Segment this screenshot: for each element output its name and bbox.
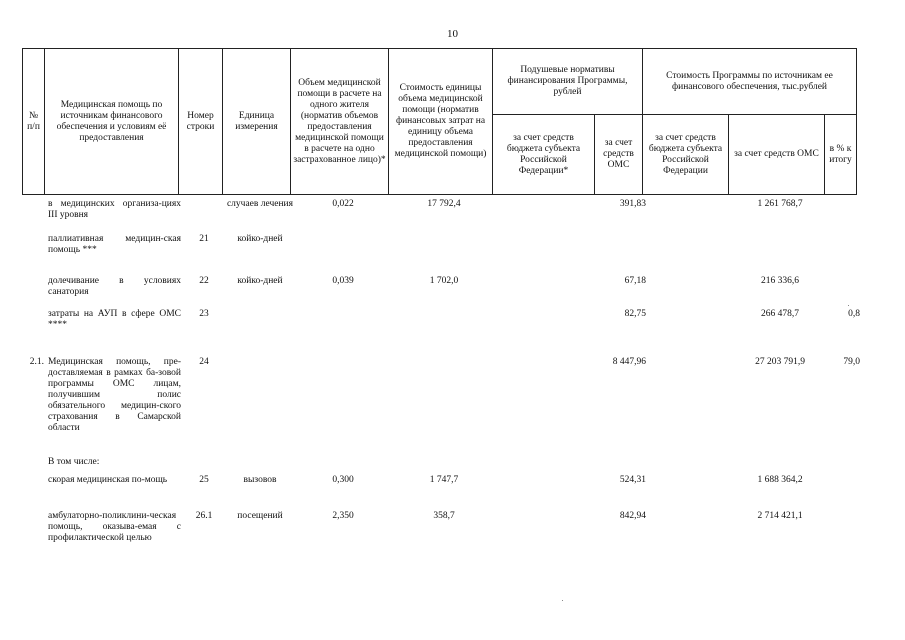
row-number: 21 [199, 234, 209, 244]
row-volume: 0,022 [332, 199, 354, 209]
row-pc-oms: 8 447,96 [612, 357, 646, 367]
row-pc-oms: 67,18 [624, 276, 646, 286]
row-cost: 358,7 [433, 511, 455, 521]
row-name: в медицинских организа-циях III уровня [48, 199, 181, 220]
row-unit: случаев лечения [226, 199, 294, 209]
row-name: амбулаторно-поликлини-ческая помощь, оказыва-емая с профилактической целью [48, 511, 181, 543]
row-pct: 79,0 [843, 357, 860, 367]
row-cost: 1 747,7 [429, 475, 459, 485]
row-cost: 1 702,0 [429, 276, 459, 286]
header-name: Медицинская помощь по источникам финансового обеспечения и условиям её предоставления [45, 49, 179, 195]
row-volume: 0,300 [332, 475, 354, 485]
header-prog-oms: за счет средств ОМС [729, 115, 825, 195]
row-pc-oms: 842,94 [619, 511, 646, 521]
header-pc-oms: за счет средств ОМС [595, 115, 643, 195]
row-number: 25 [199, 475, 209, 485]
header-program-cost: Стоимость Программы по источникам ее финансового обеспечения, тыс.рублей [643, 49, 857, 115]
scan-speck [562, 600, 563, 601]
row-name: В том числе: [48, 457, 100, 467]
header-prog-pct: в % к итогу [825, 115, 857, 195]
row-number: 26.1 [195, 511, 213, 521]
row-cost: 17 792,4 [427, 199, 461, 209]
row-unit: посещений [237, 511, 283, 521]
row-name: Медицинская помощь, пре-доставляемая в рамках ба-зовой программы ОМС лицам, получившим полис обязательного медицин-ского страхования в Самарской области [48, 357, 181, 433]
header-row-no: Номер строки [179, 49, 223, 195]
row-index: 2.1. [29, 357, 44, 367]
row-number: 23 [199, 309, 209, 319]
page-number: 10 [447, 28, 458, 40]
row-prog-oms: 1 261 768,7 [757, 199, 803, 209]
row-pc-oms: 524,31 [619, 475, 646, 485]
header-per-capita: Подушевые нормативы финансирования Программы, рублей [493, 49, 643, 115]
header-cost: Стоимость единицы объема медицинской помощи (норматив финансовых затрат на единицу объема предоставления медицинской помощи) [389, 49, 493, 195]
header-num: № п/п [23, 49, 45, 195]
row-number: 24 [199, 357, 209, 367]
row-prog-oms: 266 478,7 [761, 309, 799, 319]
row-pc-oms: 82,75 [624, 309, 646, 319]
row-volume: 2,350 [332, 511, 354, 521]
header-prog-budget: за счет средств бюджета субъекта Российской Федерации [643, 115, 729, 195]
row-number: 22 [199, 276, 209, 286]
scan-speck [848, 305, 849, 306]
header-pc-budget: за счет средств бюджета субъекта Российской Федерации* [493, 115, 595, 195]
row-prog-oms: 2 714 421,1 [757, 511, 803, 521]
header-volume: Объем медицинской помощи в расчете на одного жителя (норматив объемов предоставления медицинской помощи в расчете на одно застрахованное лицо)* [291, 49, 389, 195]
row-unit: койко-дней [237, 276, 283, 286]
row-prog-oms: 1 688 364,2 [757, 475, 803, 485]
row-name: затраты на АУП в сфере ОМС **** [48, 309, 181, 330]
header-unit: Единица измерения [223, 49, 291, 195]
table-header [22, 48, 857, 195]
row-unit: вызовов [243, 475, 277, 485]
row-name: долечивание в условиях санатория [48, 276, 181, 297]
row-pct: 0,8 [848, 309, 860, 319]
row-unit: койко-дней [237, 234, 283, 244]
row-pc-oms: 391,83 [619, 199, 646, 209]
row-name: паллиативная медицин-ская помощь *** [48, 234, 181, 255]
row-prog-oms: 216 336,6 [761, 276, 799, 286]
row-name: скорая медицинская по-мощь [48, 475, 168, 485]
row-prog-oms: 27 203 791,9 [755, 357, 805, 367]
row-volume: 0,039 [332, 276, 354, 286]
